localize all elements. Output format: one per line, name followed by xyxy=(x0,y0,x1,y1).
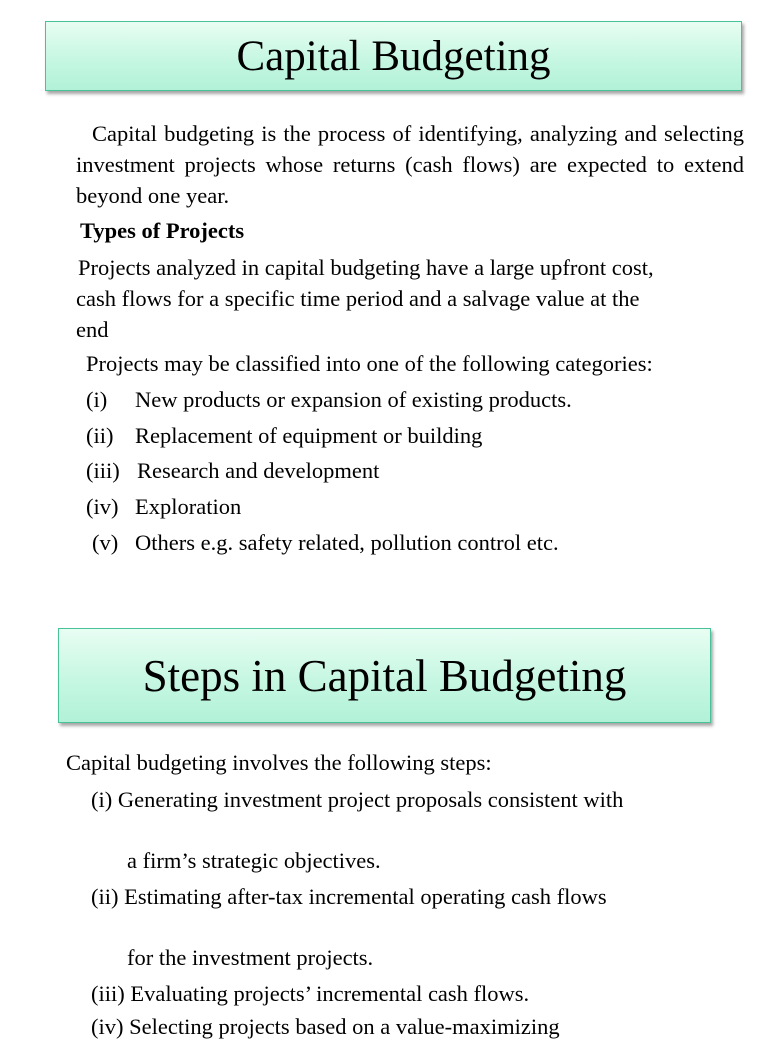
slide-title-box xyxy=(45,21,742,91)
list-item-text: New products or expansion of existing products. xyxy=(135,387,572,412)
slide-title: Capital Budgeting xyxy=(236,32,551,80)
list-item-number: (iii) xyxy=(86,458,120,483)
classified-line: Projects may be classified into one of the following categories: xyxy=(86,351,653,376)
step-line: (iii) Evaluating projects’ incremental cash flows. xyxy=(91,981,530,1006)
step-line: (i) Generating investment project proposals consistent with xyxy=(91,787,624,812)
list-item-number: (ii) xyxy=(86,423,114,448)
list-item-number: (i) xyxy=(86,387,108,412)
slide-title-box xyxy=(58,628,711,723)
list-item-text: Others e.g. safety related, pollution control etc. xyxy=(135,530,559,555)
list-item-text: Research and development xyxy=(137,458,380,483)
list-item-number: (iv) xyxy=(86,494,119,519)
list-item-text: Replacement of equipment or building xyxy=(135,423,483,448)
types-paragraph-line: end xyxy=(76,317,109,342)
slide-title: Steps in Capital Budgeting xyxy=(142,650,627,701)
step-line-continuation: a firm’s strategic objectives. xyxy=(127,848,381,873)
list-item-number: (v) xyxy=(92,530,119,555)
types-paragraph-line: Projects analyzed in capital budgeting have a large upfront cost, xyxy=(78,255,654,280)
step-line: (iv) Selecting projects based on a value-maximizing xyxy=(91,1014,560,1039)
steps-intro: Capital budgeting involves the following steps: xyxy=(66,750,492,775)
step-line-continuation: for the investment projects. xyxy=(127,945,374,970)
list-item-text: Exploration xyxy=(135,494,242,519)
types-paragraph-line: cash flows for a specific time period and a salvage value at the xyxy=(76,286,640,311)
types-heading: Types of Projects xyxy=(80,218,245,243)
step-line: (ii) Estimating after-tax incremental operating cash flows xyxy=(91,884,607,909)
intro-paragraph: Capital budgeting is the process of identifying, analyzing and selecting investment projects whose returns (cash flows) are expected to extend beyond one year. xyxy=(76,121,744,208)
